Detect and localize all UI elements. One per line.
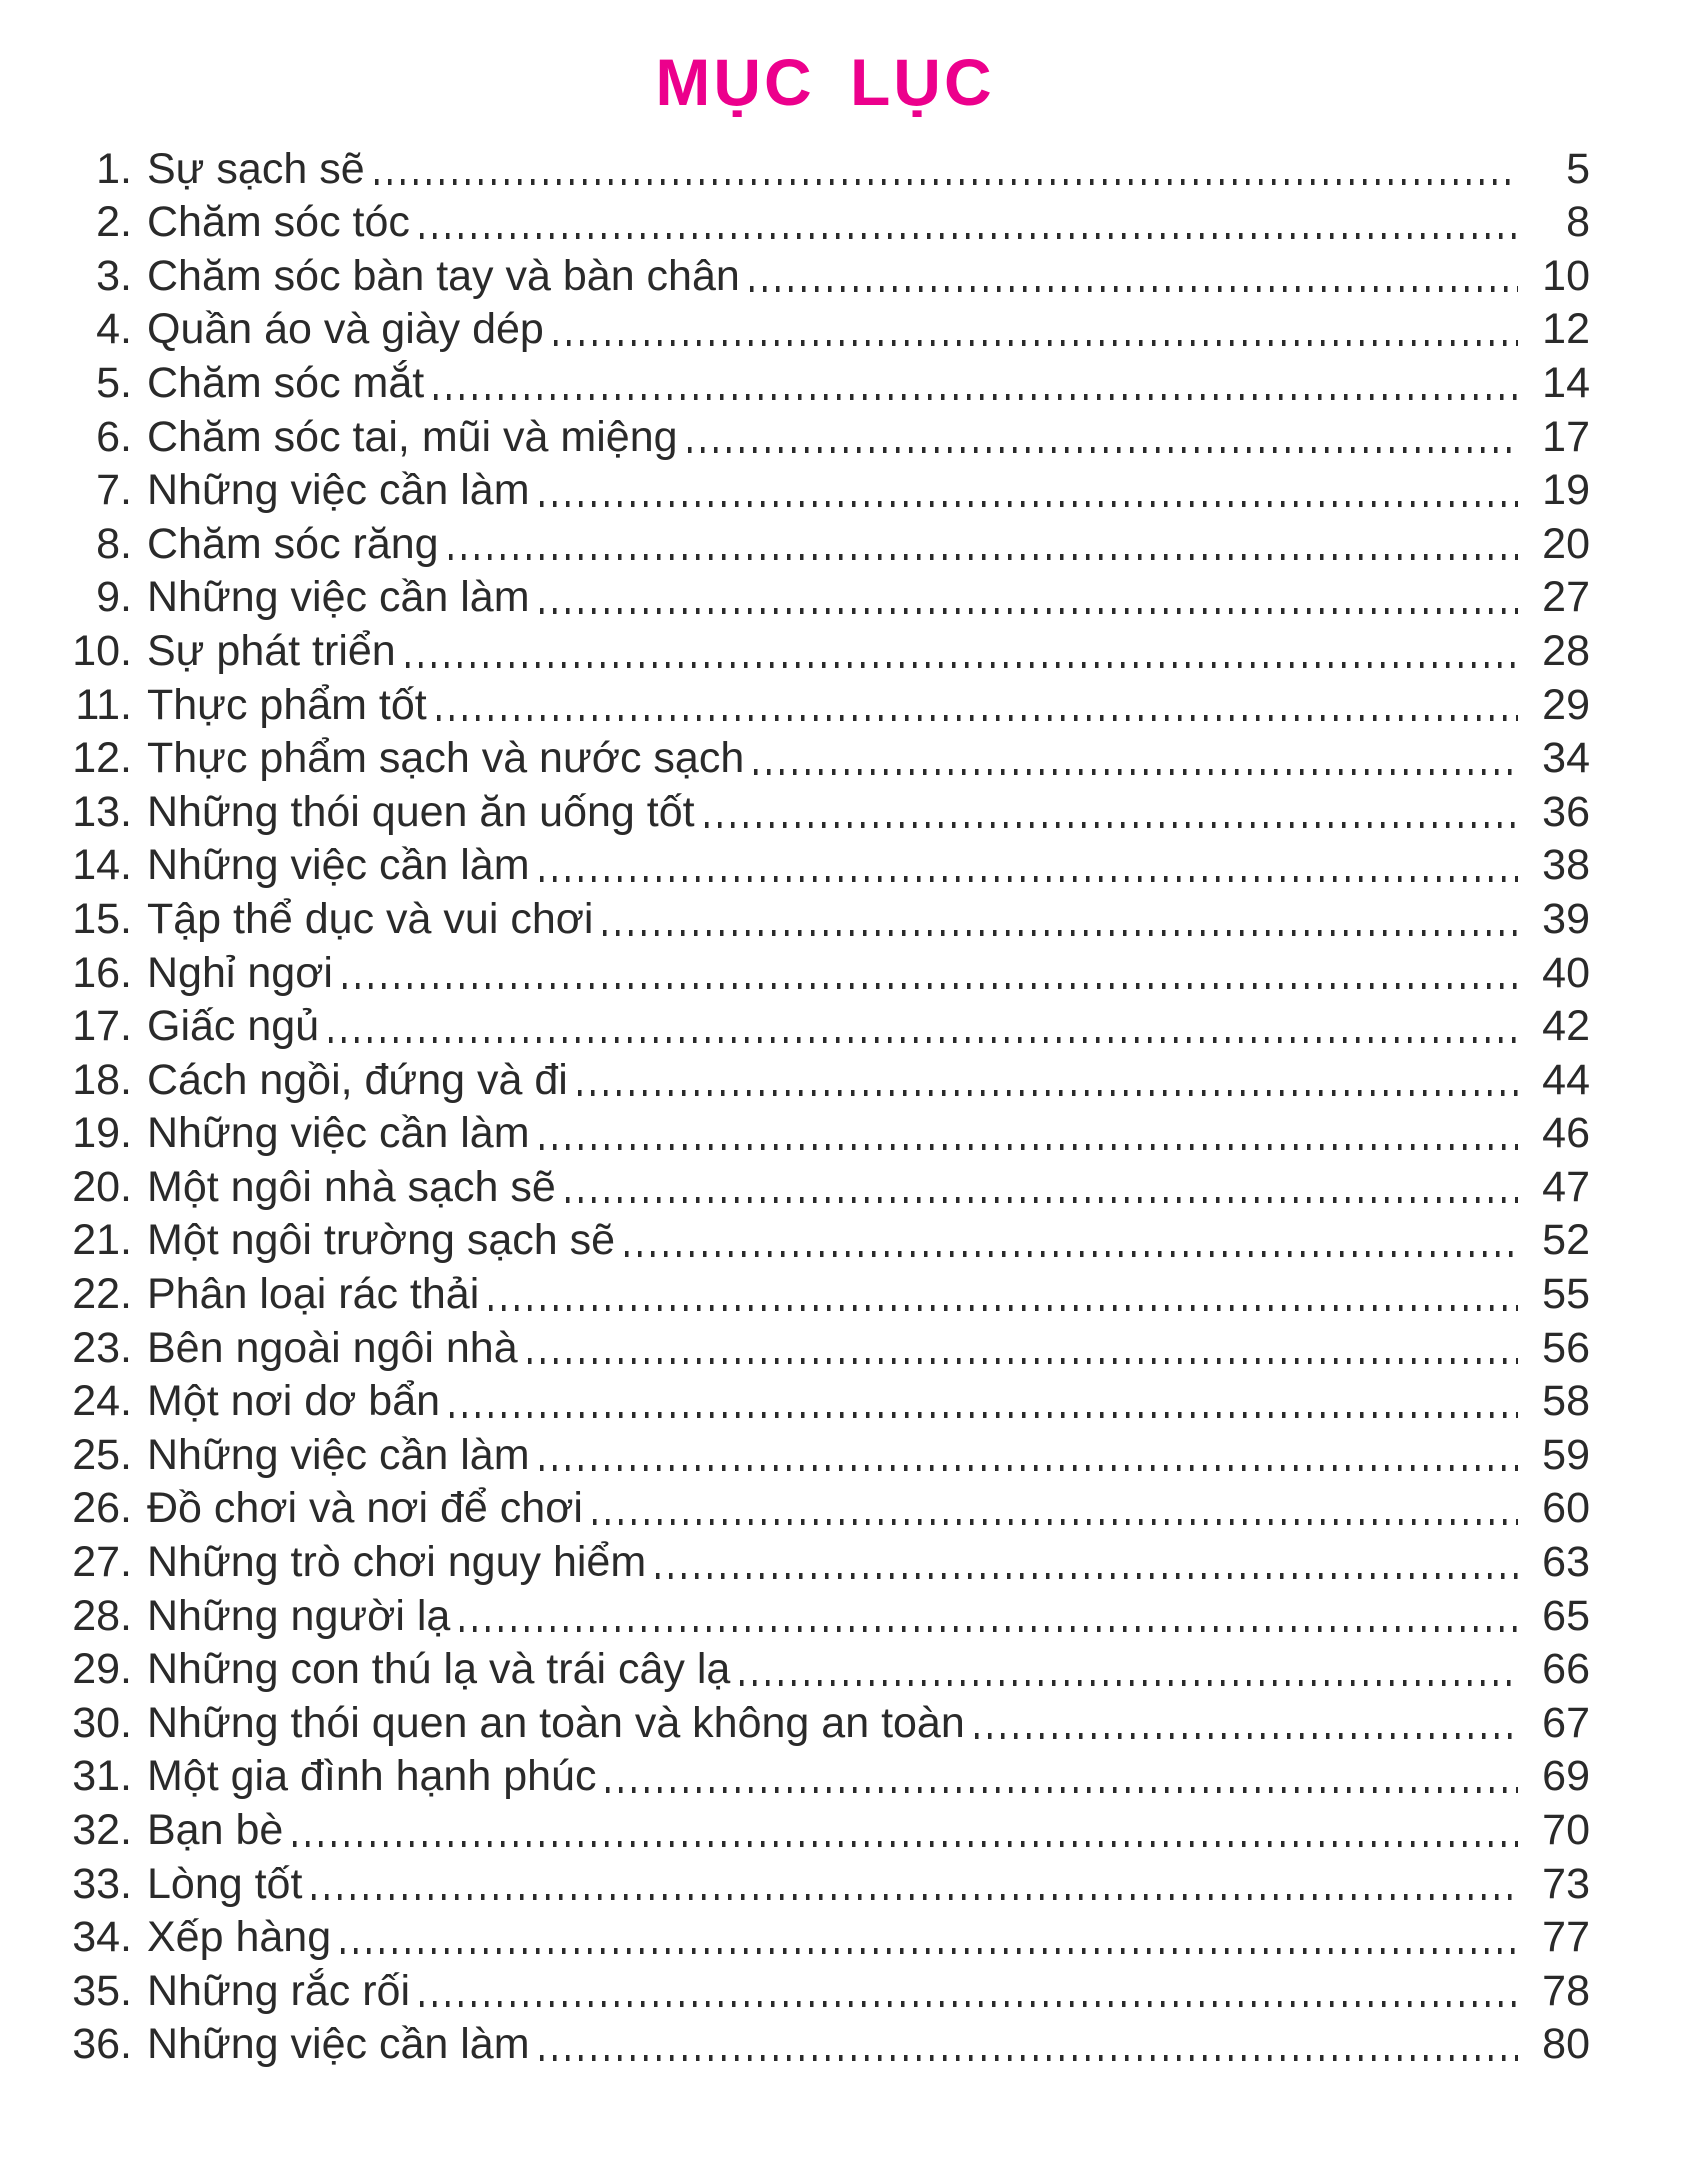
toc-entry (60, 1322, 1590, 1376)
dot-leader (554, 340, 1518, 346)
toc-entry (60, 1643, 1590, 1697)
toc-entry-title: Tập thể dục và vui chơi (147, 894, 594, 943)
toc-entry-number: 5. (96, 358, 132, 407)
toc-entry-number: 14. (72, 841, 132, 890)
toc-entry (60, 1697, 1590, 1751)
toc-entry-page: 12 (1542, 305, 1590, 354)
toc-entry-page: 46 (1542, 1109, 1590, 1158)
toc-entry-title: Chăm sóc tóc (147, 198, 410, 247)
toc-entry (60, 1911, 1590, 1965)
toc-entry-title: Bạn bè (147, 1806, 284, 1854)
toc-entry (60, 571, 1590, 625)
toc-entry-number: 35. (72, 1966, 132, 2015)
toc-entry-title: Những trò chơi nguy hiểm (147, 1538, 647, 1587)
toc-entry (60, 732, 1590, 786)
toc-entry-page: 67 (1542, 1698, 1590, 1747)
toc-entry (60, 1429, 1590, 1483)
toc-entry-title: Chăm sóc răng (147, 519, 439, 568)
toc-entry (60, 947, 1590, 1001)
toc-entry-page: 66 (1542, 1645, 1590, 1694)
toc-entry-title: Chăm sóc mắt (147, 358, 425, 407)
toc-entry-title: Những việc cần làm (147, 2020, 530, 2069)
toc-entry (60, 1107, 1590, 1161)
toc-entry-page: 59 (1542, 1430, 1590, 1479)
toc-entry-number: 2. (96, 198, 132, 247)
toc-entry-number: 24. (72, 1377, 132, 1426)
toc-entry-title: Những thói quen ăn uống tốt (147, 787, 695, 836)
toc-entry-title: Những người lạ (147, 1591, 451, 1640)
toc-entry-page: 52 (1542, 1216, 1590, 1265)
toc-entry-number: 29. (72, 1645, 132, 1694)
toc-entry-title: Một ngôi trường sạch sẽ (147, 1216, 616, 1265)
toc-entry-number: 20. (72, 1162, 132, 1211)
toc-entry-page: 65 (1542, 1591, 1590, 1640)
dot-leader (625, 1251, 1518, 1257)
toc-entry (60, 1482, 1590, 1536)
toc-entry-title: Những việc cần làm (147, 841, 530, 890)
toc-entry-number: 12. (72, 734, 132, 783)
toc-entry-number: 3. (96, 251, 132, 300)
toc-entry-title: Sự phát triển (147, 626, 396, 675)
dot-leader (406, 662, 1518, 668)
dot-leader (656, 1573, 1518, 1579)
toc-entry-title: Thực phẩm sạch và nước sạch (147, 734, 745, 783)
toc-entry-page: 77 (1542, 1913, 1590, 1962)
toc-entry-number: 15. (72, 894, 132, 943)
dot-leader (375, 179, 1518, 185)
dot-leader (489, 1305, 1518, 1311)
dot-leader (540, 876, 1518, 882)
dot-leader (293, 1841, 1518, 1847)
toc-entry (60, 1750, 1590, 1804)
toc-entry-page: 42 (1542, 1002, 1590, 1051)
toc-entry (60, 1214, 1590, 1268)
toc-entry-page: 10 (1542, 251, 1590, 300)
toc-entry-number: 18. (72, 1055, 132, 1104)
dot-leader (593, 1519, 1518, 1525)
dot-leader (750, 286, 1518, 292)
dot-leader (606, 1787, 1518, 1793)
toc-entry-page: 70 (1542, 1806, 1590, 1854)
toc-entry-page: 27 (1542, 573, 1590, 622)
toc-entry-number: 1. (96, 144, 132, 193)
toc-entry (60, 518, 1590, 572)
toc-entry-number: 31. (72, 1752, 132, 1801)
toc-entry-title: Những thói quen an toàn và không an toàn (147, 1698, 965, 1747)
toc-entry-page: 78 (1542, 1966, 1590, 2015)
toc-entry (60, 839, 1590, 893)
toc-entry-number: 7. (96, 466, 132, 515)
dot-leader (578, 1090, 1518, 1096)
toc-entry-page: 5 (1566, 144, 1590, 193)
toc-entry-page: 14 (1542, 358, 1590, 407)
dot-leader (329, 1037, 1518, 1043)
dot-leader (449, 554, 1518, 560)
toc-entry-page: 58 (1542, 1377, 1590, 1426)
dot-leader (603, 930, 1518, 936)
toc-entry-page: 47 (1542, 1162, 1590, 1211)
toc-entry-number: 22. (72, 1270, 132, 1319)
toc-entry-page: 39 (1542, 894, 1590, 943)
toc-entry (60, 1054, 1590, 1108)
dot-leader (740, 1680, 1518, 1686)
toc-entry-page: 20 (1542, 519, 1590, 568)
toc-entry-page: 55 (1542, 1270, 1590, 1319)
toc-entry-title: Quần áo và giày dép (147, 305, 544, 354)
toc-entry-title: Sự sạch sẽ (147, 144, 365, 193)
toc-entry-number: 9. (96, 573, 132, 622)
toc-entry-page: 34 (1542, 734, 1590, 783)
toc-entry-title: Bên ngoài ngôi nhà (147, 1323, 518, 1372)
dot-leader (688, 447, 1518, 453)
dot-leader (343, 983, 1518, 989)
toc-entry (60, 679, 1590, 733)
dot-leader (450, 1412, 1518, 1418)
toc-entry (60, 1375, 1590, 1429)
dot-leader (540, 2055, 1518, 2061)
toc-entry-page: 40 (1542, 948, 1590, 997)
toc-entry (60, 893, 1590, 947)
toc-entry (60, 196, 1590, 250)
toc-entry-title: Những con thú lạ và trái cây lạ (147, 1645, 731, 1694)
toc-entry (60, 1161, 1590, 1215)
toc-entry-number: 34. (72, 1913, 132, 1962)
dot-leader (460, 1626, 1518, 1632)
toc-entry-number: 4. (96, 305, 132, 354)
toc-list (60, 143, 1590, 2072)
toc-entry (60, 464, 1590, 518)
toc-entry-title: Những việc cần làm (147, 573, 530, 622)
dot-leader (528, 1358, 1518, 1364)
dot-leader (540, 1144, 1518, 1150)
toc-entry-title: Những việc cần làm (147, 466, 530, 515)
toc-entry-title: Giấc ngủ (147, 1002, 320, 1051)
toc-entry-number: 8. (96, 519, 132, 568)
toc-entry (60, 303, 1590, 357)
dot-leader (341, 1948, 1518, 1954)
dot-leader (975, 1733, 1518, 1739)
toc-entry-number: 11. (75, 680, 132, 729)
dot-leader (540, 501, 1518, 507)
toc-entry-number: 17. (72, 1002, 132, 1051)
dot-leader (540, 608, 1518, 614)
toc-entry-title: Những rắc rối (147, 1966, 410, 2015)
toc-entry-number: 36. (72, 2020, 132, 2069)
toc-entry-number: 28. (72, 1591, 132, 1640)
toc-entry (60, 250, 1590, 304)
toc-entry-number: 33. (72, 1859, 132, 1908)
dot-leader (437, 715, 1518, 721)
toc-entry-page: 73 (1542, 1859, 1590, 1908)
toc-entry-number: 13. (72, 787, 132, 836)
toc-entry-title: Nghỉ ngơi (147, 948, 333, 997)
toc-entry-title: Một nơi dơ bẩn (147, 1377, 441, 1426)
toc-entry (60, 143, 1590, 197)
toc-entry (60, 2018, 1590, 2072)
toc-entry (60, 1268, 1590, 1322)
toc-entry-number: 10. (72, 626, 132, 675)
toc-entry (60, 1000, 1590, 1054)
dot-leader (434, 394, 1518, 400)
toc-entry-page: 56 (1542, 1323, 1590, 1372)
toc-entry (60, 625, 1590, 679)
toc-entry (60, 357, 1590, 411)
toc-entry-number: 30. (72, 1698, 132, 1747)
toc-entry (60, 1590, 1590, 1644)
toc-entry-title: Một gia đình hạnh phúc (147, 1752, 597, 1801)
toc-entry-title: Những việc cần làm (147, 1430, 530, 1479)
dot-leader (312, 1894, 1518, 1900)
dot-leader (540, 1465, 1518, 1471)
toc-entry-page: 38 (1542, 841, 1590, 890)
toc-entry-title: Lòng tốt (147, 1859, 303, 1908)
toc-entry-number: 19. (72, 1109, 132, 1158)
toc-entry-page: 17 (1542, 412, 1590, 461)
toc-entry-page: 36 (1542, 787, 1590, 836)
toc-entry-page: 63 (1542, 1538, 1590, 1587)
page-title: MỤC LỤC (655, 45, 995, 119)
toc-entry-number: 32. (72, 1806, 132, 1854)
toc-entry-title: Chăm sóc bàn tay và bàn chân (147, 251, 740, 300)
toc-entry (60, 1858, 1590, 1912)
toc-entry-page: 69 (1542, 1752, 1590, 1801)
toc-entry-page: 19 (1542, 466, 1590, 515)
toc-entry-number: 23. (72, 1323, 132, 1372)
dot-leader (754, 769, 1518, 775)
toc-entry (60, 411, 1590, 465)
toc-entry-page: 28 (1542, 626, 1590, 675)
toc-entry-title: Chăm sóc tai, mũi và miệng (147, 412, 678, 461)
toc-entry-title: Một ngôi nhà sạch sẽ (147, 1162, 556, 1211)
toc-entry-title: Phân loại rác thải (147, 1270, 480, 1319)
dot-leader (566, 1197, 1518, 1203)
toc-entry (60, 786, 1590, 840)
toc-entry-page: 8 (1566, 198, 1590, 247)
toc-entry-page: 29 (1542, 680, 1590, 729)
toc-entry-page: 44 (1542, 1055, 1590, 1104)
toc-entry-title: Xếp hàng (147, 1913, 332, 1962)
toc-entry-page: 60 (1542, 1484, 1590, 1533)
dot-leader (420, 2001, 1518, 2007)
toc-entry-number: 26. (72, 1484, 132, 1533)
toc-entry-number: 21. (72, 1216, 132, 1265)
toc-entry-number: 6. (96, 412, 132, 461)
toc-entry-number: 16. (72, 948, 132, 997)
toc-entry-title: Những việc cần làm (147, 1109, 530, 1158)
toc-entry (60, 1965, 1590, 2019)
toc-entry (60, 1536, 1590, 1590)
toc-entry (60, 1804, 1590, 1858)
dot-leader (420, 233, 1518, 239)
toc-entry-page: 80 (1542, 2020, 1590, 2069)
dot-leader (705, 822, 1518, 828)
toc-entry-title: Đồ chơi và nơi để chơi (147, 1484, 583, 1533)
toc-entry-number: 27. (72, 1538, 132, 1587)
toc-entry-title: Cách ngồi, đứng và đi (147, 1055, 568, 1104)
toc-entry-title: Thực phẩm tốt (147, 680, 427, 729)
toc-entry-number: 25. (72, 1430, 132, 1479)
